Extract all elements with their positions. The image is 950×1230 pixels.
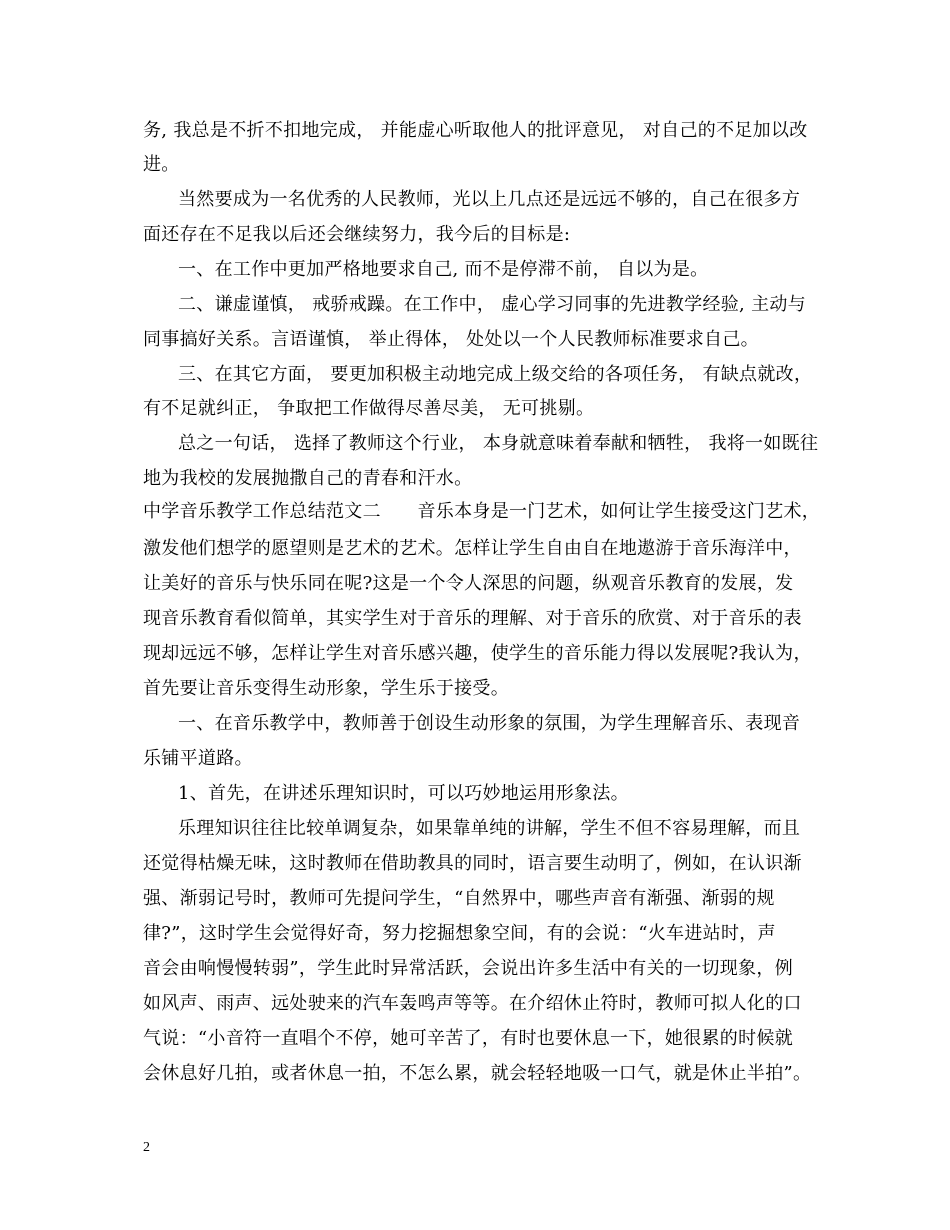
text-line: 进。 — [143, 154, 180, 175]
text-line: 一、在音乐教学中，教师善于创设生动形象的氛围，为学生理解音乐、表现音 — [178, 713, 801, 734]
text-line: 会休息好几拍，或者休息一拍，不怎么累，就会轻轻地吸一口气，就是休止半拍”。 — [143, 1063, 812, 1084]
text-line: 首先要让音乐变得生动形象，学生乐于接受。 — [143, 678, 509, 699]
section-heading-line: 中学音乐教学工作总结范文二 音乐本身是一门艺术，如何让学生接受这门艺术， — [143, 501, 821, 522]
text-line: 音会由响慢慢转弱”，学生此时异常活跃，会说出许多生活中有关的一切现象，例 — [143, 958, 793, 979]
text-line: 让美好的音乐与快乐同在呢?这是一个令人深思的问题，纵观音乐教育的发展，发 — [143, 573, 794, 594]
text-line: 现音乐教育看似简单，其实学生对于音乐的理解、对于音乐的欣赏、对于音乐的表 — [143, 608, 802, 629]
text-line: 务, 我总是不折不扣地完成， 并能虚心听取他人的批评意见， 对自己的不足加以改 — [143, 120, 808, 141]
text-line: 总之一句话， 选择了教师这个行业， 本身就意味着奉献和牺牲， 我将一如既往 — [178, 433, 819, 454]
text-line: 三、在其它方面， 要更加积极主动地完成上级交给的各项任务， 有缺点就改， — [178, 364, 813, 385]
text-line: 二、谦虚谨慎， 戒骄戒躁。在工作中， 虚心学习同事的先进教学经验, 主动与 — [178, 294, 806, 315]
page-number: 2 — [143, 1140, 150, 1155]
text-line: 同事搞好关系。言语谨慎， 举止得体， 处处以一个人民教师标准要求自己。 — [143, 329, 759, 350]
text-line: 气说：“小音符一直唱个不停，她可辛苦了，有时也要休息一下，她很累的时候就 — [143, 1028, 793, 1049]
text-line: 现却远远不够，怎样让学生对音乐感兴趣，使学生的音乐能力得以发展呢?我认为， — [143, 643, 812, 664]
text-line: 还觉得枯燥无味，这时教师在借助教具的同时，语言要生动明了，例如，在认识渐 — [143, 853, 802, 874]
text-line: 有不足就纠正， 争取把工作做得尽善尽美， 无可挑剔。 — [143, 398, 595, 419]
text-line: 如风声、雨声、远处驶来的汽车轰鸣声等等。在介绍休止符时，教师可拟人化的口 — [143, 993, 802, 1014]
text-line: 地为我校的发展抛撒自己的青春和汗水。 — [143, 468, 473, 489]
text-line: 乐理知识往往比较单调复杂，如果靠单纯的讲解，学生不但不容易理解，而且 — [178, 818, 801, 839]
text-line: 律?”，这时学生会觉得好奇，努力挖掘想象空间，有的会说：“火车进站时，声 — [143, 923, 776, 944]
text-line: 强、渐弱记号时，教师可先提问学生，“自然界中，哪些声音有渐强、渐弱的规 — [143, 888, 775, 909]
text-line: 1、首先，在讲述乐理知识时，可以巧妙地运用形象法。 — [178, 783, 629, 804]
text-line: 一、在工作中更加严格地要求自己, 而不是停滞不前， 自以为是。 — [178, 259, 709, 280]
text-line: 激发他们想学的愿望则是艺术的艺术。怎样让学生自由自在地遨游于音乐海洋中， — [143, 538, 802, 559]
text-line: 乐铺平道路。 — [143, 748, 253, 769]
text-line: 面还存在不足我以后还会继续努力，我今后的目标是: — [143, 224, 571, 245]
text-line: 当然要成为一名优秀的人民教师，光以上几点还是远远不够的，自己在很多方 — [178, 189, 801, 210]
